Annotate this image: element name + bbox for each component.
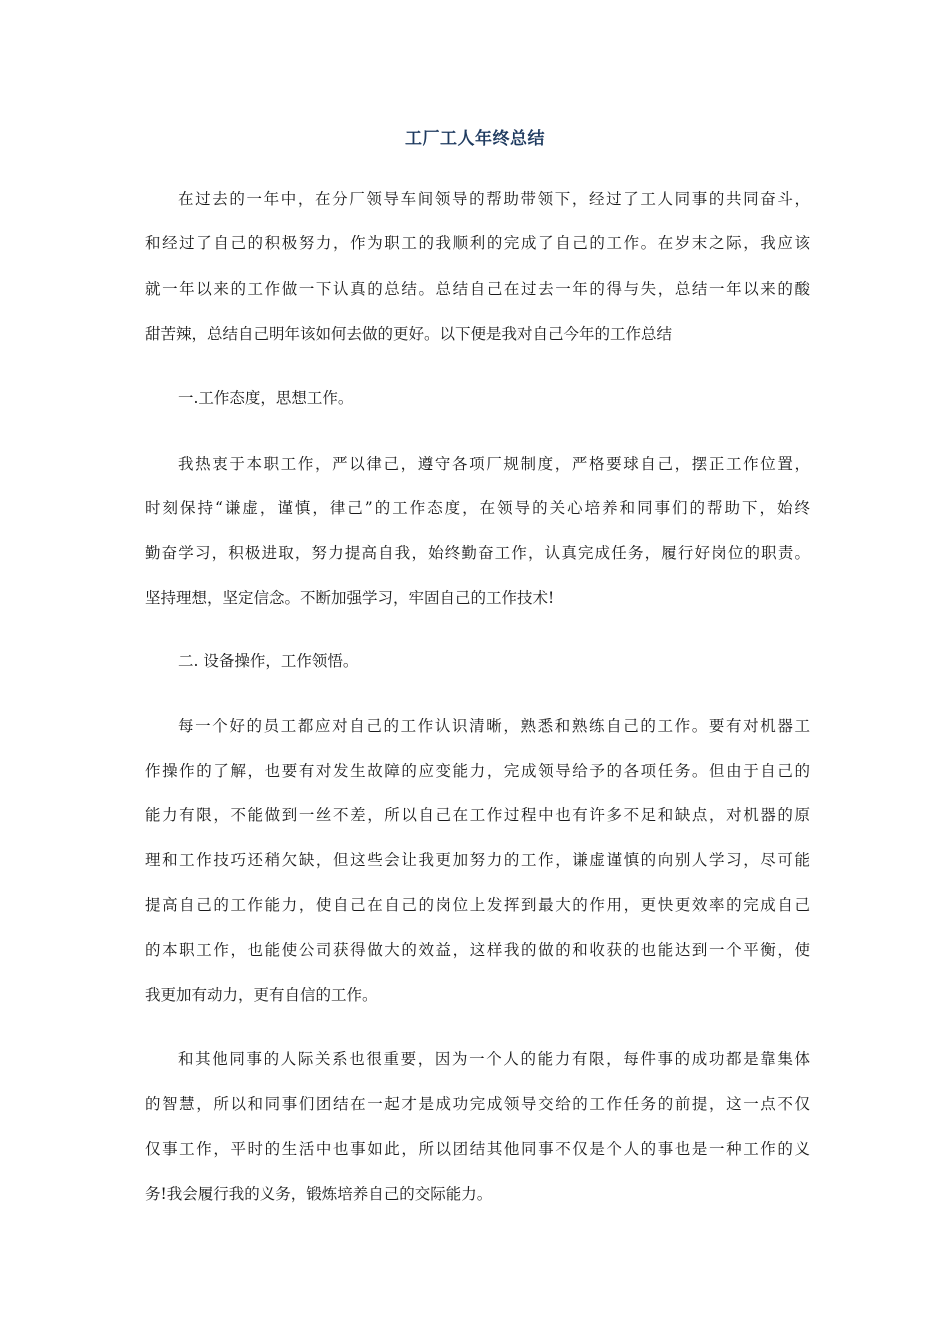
document-title: 工厂工人年终总结 xyxy=(405,129,545,149)
paragraph-line: 坚持理想，坚定信念。不断加强学习，牢固自己的工作技术! xyxy=(145,589,555,607)
paragraph-line: 和其他同事的人际关系也很重要，因为一个人的能力有限，每件事的成功都是靠集体 xyxy=(178,1050,810,1068)
paragraph-line: 每一个好的员工都应对自己的工作认识清晰，熟悉和熟练自己的工作。要有对机器工 xyxy=(178,717,810,735)
paragraph-line: 仅事工作，平时的生活中也事如此，所以团结其他同事不仅是个人的事也是一种工作的义 xyxy=(145,1140,810,1158)
paragraph-line: 勤奋学习，积极进取，努力提高自我，始终勤奋工作，认真完成任务，履行好岗位的职责。 xyxy=(145,544,810,562)
paragraph-line: 提高自己的工作能力，使自己在自己的岗位上发挥到最大的作用，更快更效率的完成自己 xyxy=(145,896,810,914)
paragraph-line: 和经过了自己的积极努力，作为职工的我顺利的完成了自己的工作。在岁末之际，我应该 xyxy=(145,234,810,252)
paragraph-line: 在过去的一年中，在分厂领导车间领导的帮助带领下，经过了工人同事的共同奋斗， xyxy=(178,190,810,208)
paragraph-line: 甜苦辣，总结自己明年该如何去做的更好。以下便是我对自己今年的工作总结 xyxy=(145,325,673,343)
paragraph-line: 理和工作技巧还稍欠缺，但这些会让我更加努力的工作，谦虚谨慎的向别人学习，尽可能 xyxy=(145,851,810,869)
section-heading: 一.工作态度，思想工作。 xyxy=(178,389,354,407)
section-heading: 二. 设备操作，工作领悟。 xyxy=(178,652,359,670)
paragraph-line: 作操作的了解，也要有对发生故障的应变能力，完成领导给予的各项任务。但由于自己的 xyxy=(145,762,810,780)
paragraph-line: 的本职工作，也能使公司获得做大的效益，这样我的做的和收获的也能达到一个平衡，使 xyxy=(145,941,810,959)
paragraph-line: 就一年以来的工作做一下认真的总结。总结自己在过去一年的得与失，总结一年以来的酸 xyxy=(145,280,810,298)
paragraph-line: 的智慧，所以和同事们团结在一起才是成功完成领导交给的工作任务的前提，这一点不仅 xyxy=(145,1095,810,1113)
paragraph-line: 我更加有动力，更有自信的工作。 xyxy=(145,986,378,1004)
paragraph-line: 能力有限，不能做到一丝不差，所以自己在工作过程中也有许多不足和缺点，对机器的原 xyxy=(145,806,810,824)
paragraph-line: 务!我会履行我的义务，锻炼培养自己的交际能力。 xyxy=(145,1185,493,1203)
paragraph-line: 时刻保持“谦虚，谨慎，律己”的工作态度，在领导的关心培养和同事们的帮助下，始终 xyxy=(145,499,810,517)
paragraph-line: 我热衷于本职工作，严以律己，遵守各项厂规制度，严格要球自己，摆正工作位置， xyxy=(178,455,810,473)
